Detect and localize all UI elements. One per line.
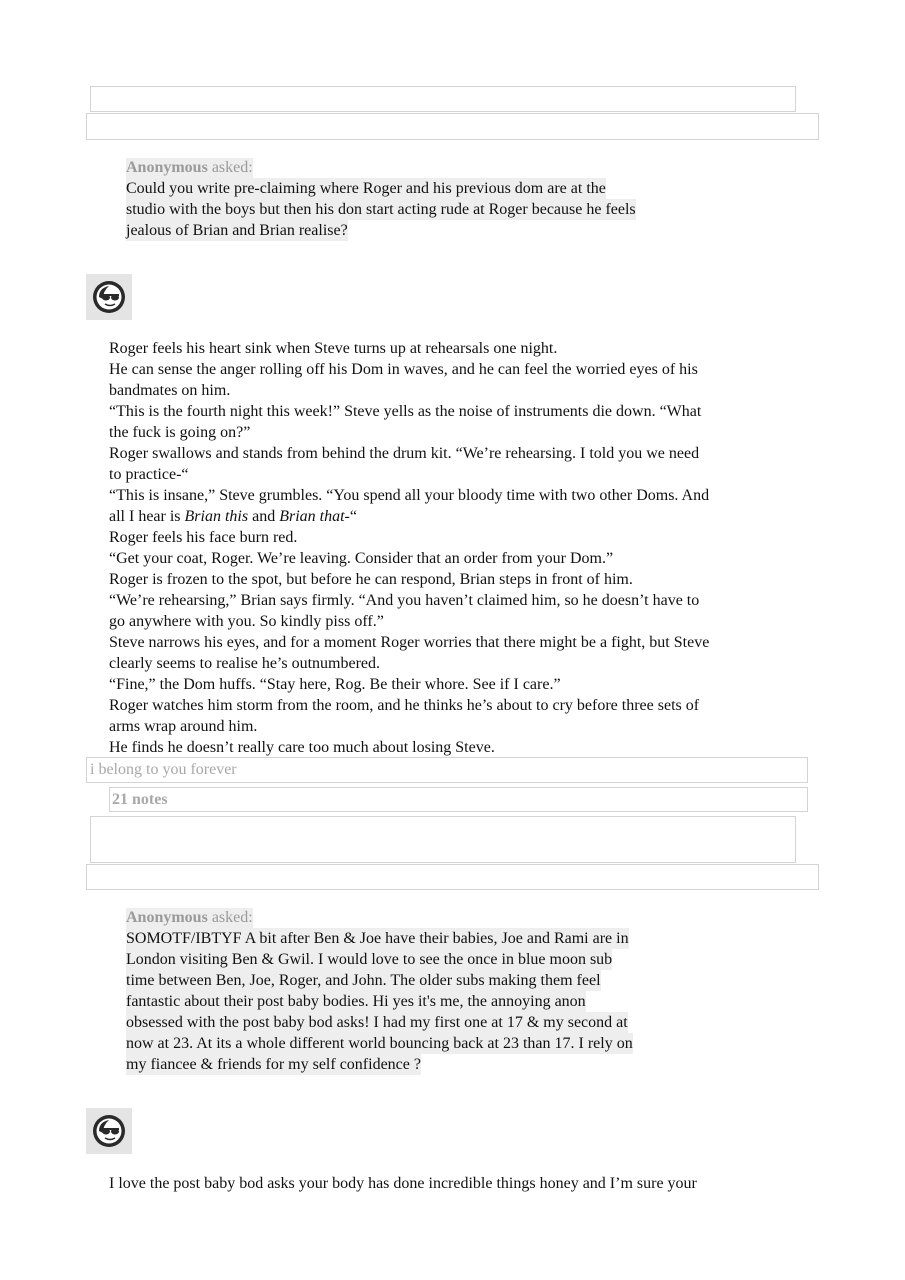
- answer-line: “Get your coat, Roger. We’re leaving. Consider that an order from your Dom.”: [109, 550, 614, 567]
- emphasis-text: Brian that: [279, 508, 345, 525]
- answer-line: He finds he doesn’t really care too much about losing Steve.: [109, 739, 495, 756]
- ask-block: [126, 158, 726, 241]
- answer-line: “We’re rehearsing,” Brian says firmly. “And you haven’t claimed him, so he doesn’t have to: [109, 592, 700, 609]
- post-header-bar: [86, 113, 819, 140]
- ask-block: [126, 908, 726, 1075]
- question-line: my fiancee & friends for my self confidence ?: [126, 1056, 421, 1073]
- question-line: obsessed with the post baby bod asks! I had my first one at 17 & my second at: [126, 1014, 628, 1031]
- answer-line: to practice-“: [109, 466, 189, 483]
- question-line: SOMOTF/IBTYF A bit after Ben & Joe have their babies, Joe and Rami are in: [126, 930, 629, 947]
- asked-label: asked:: [211, 159, 253, 176]
- question-line: fantastic about their post baby bodies. Hi yes it's me, the annoying anon: [126, 993, 586, 1010]
- ask-header: [126, 908, 253, 928]
- asker-name[interactable]: Anonymous: [126, 909, 208, 926]
- answer-body: [109, 1173, 809, 1194]
- ask-header: [126, 158, 253, 178]
- answer-text: and: [248, 508, 280, 525]
- answer-line: the fuck is going on?”: [109, 424, 251, 441]
- avatar[interactable]: [86, 274, 132, 320]
- answer-line: Roger feels his heart sink when Steve turns up at rehearsals one night.: [109, 340, 558, 357]
- question-line: jealous of Brian and Brian realise?: [126, 222, 348, 239]
- tag-link[interactable]: i belong to you forever: [86, 757, 808, 783]
- answer-line: Roger watches him storm from the room, and he thinks he’s about to cry before three sets of: [109, 697, 700, 714]
- answer-line: “This is the fourth night this week!” Steve yells as the noise of instruments die down. “What: [109, 403, 702, 420]
- answer-body: [109, 338, 809, 758]
- avatar[interactable]: [86, 1108, 132, 1154]
- answer-line: Roger is frozen to the spot, but before he can respond, Brian steps in front of him.: [109, 571, 633, 588]
- answer-line: “This is insane,” Steve grumbles. “You spend all your bloody time with two other Doms. And: [109, 487, 710, 504]
- notes-count[interactable]: 21 notes: [109, 787, 808, 812]
- asker-name[interactable]: Anonymous: [126, 159, 208, 176]
- question-text: [126, 928, 726, 1075]
- question-line: now at 23. At its a whole different world bouncing back at 23 than 17. I rely on: [126, 1035, 633, 1052]
- answer-text: all I hear is: [109, 508, 185, 525]
- asked-label: asked:: [211, 909, 253, 926]
- answer-line: Roger feels his face burn red.: [109, 529, 298, 546]
- answer-line: Roger swallows and stands from behind the drum kit. “We’re rehearsing. I told you we need: [109, 445, 700, 462]
- question-line: Could you write pre-claiming where Roger and his previous dom are at the: [126, 180, 606, 197]
- post-header-bar: [86, 864, 819, 890]
- answer-line: “Fine,” the Dom huffs. “Stay here, Rog. Be their whore. See if I care.”: [109, 676, 561, 693]
- emphasis-text: Brian this: [184, 508, 249, 525]
- post-header-box: [90, 816, 796, 863]
- answer-line: clearly seems to realise he’s outnumbered.: [109, 655, 381, 672]
- question-line: studio with the boys but then his don start acting rude at Roger because he feels: [126, 201, 636, 218]
- answer-line: [109, 506, 809, 527]
- answer-line: bandmates on him.: [109, 382, 231, 399]
- answer-line: I love the post baby bod asks your body has done incredible things honey and I’m sure your: [109, 1175, 697, 1192]
- post-header-box: [90, 86, 796, 112]
- answer-text: -“: [344, 508, 357, 525]
- sunglasses-face-icon: [91, 1113, 127, 1149]
- answer-line: arms wrap around him.: [109, 718, 258, 735]
- question-line: London visiting Ben & Gwil. I would love to see the once in blue moon sub: [126, 951, 613, 968]
- answer-line: He can sense the anger rolling off his Dom in waves, and he can feel the worried eyes of his: [109, 361, 698, 378]
- sunglasses-face-icon: [91, 279, 127, 315]
- question-line: time between Ben, Joe, Roger, and John. The older subs making them feel: [126, 972, 601, 989]
- question-text: [126, 178, 726, 241]
- answer-line: Steve narrows his eyes, and for a moment Roger worries that there might be a fight, but Steve: [109, 634, 710, 651]
- answer-line: go anywhere with you. So kindly piss off.”: [109, 613, 384, 630]
